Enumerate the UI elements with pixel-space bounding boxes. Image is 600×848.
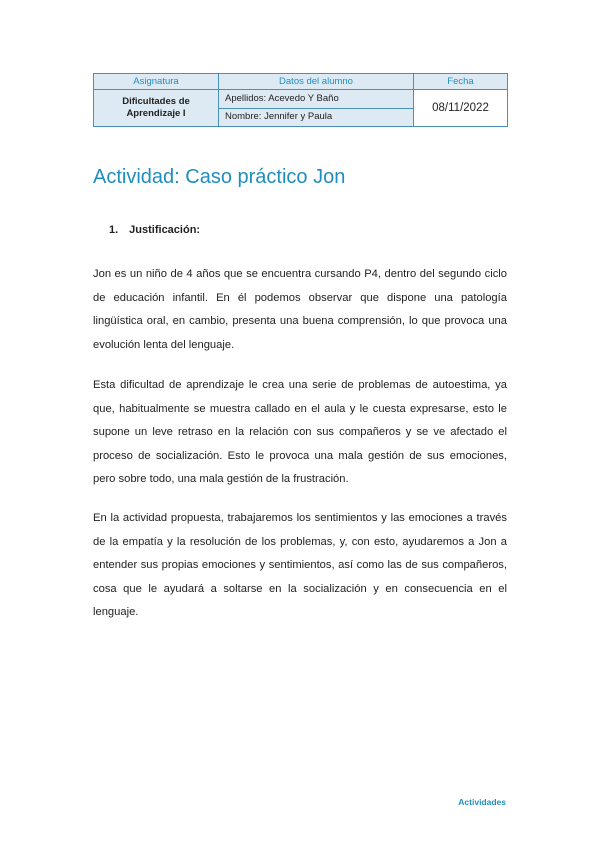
subject-cell	[94, 90, 219, 127]
section-heading-justification: 1. Justificación:	[109, 224, 201, 236]
paragraph-3: En la actividad propuesta, trabajaremos los sentimientos y las emociones a través de la empatía y la resolución de los problemas, y, con esto, ayudaremos a Jon a entender sus propias emociones y sentimientos, así como las de sus compañeros, cosa que le ayudará a soltarse en la socialización y en consecuencia en el lenguaje.	[93, 512, 507, 619]
header-row-titles	[94, 74, 508, 90]
subject-line-2: Aprendizaje I	[126, 108, 186, 119]
student-data-header: Datos del alumno	[219, 74, 414, 90]
name-field: Nombre: Jennifer y Paula	[219, 108, 414, 127]
date-header: Fecha	[414, 74, 508, 90]
subject-header: Asignatura	[94, 74, 219, 90]
subject-line-1: Dificultades de	[122, 96, 190, 108]
header-table	[93, 73, 508, 127]
document-title: Actividad: Caso práctico Jon	[93, 166, 346, 188]
footer-label: Actividades	[458, 797, 506, 807]
surnames-field: Apellidos: Acevedo Y Baño	[219, 90, 414, 109]
paragraph-2: Esta dificultad de aprendizaje le crea una serie de problemas de autoestima, ya que, habitualmente se muestra callado en el aula y le cuesta expresarse, esto le supone un leve retraso en la relación con sus compañeros y se ve afectado el proceso de socialización. Esto le provoca una mala gestión de sus emociones, pero sobre todo, una mala gestión de la frustración.	[93, 379, 507, 486]
date-value: 08/11/2022	[414, 90, 508, 127]
paragraph-1: Jon es un niño de 4 años que se encuentra cursando P4, dentro del segundo ciclo de educación infantil. En él podemos observar que dispone una patología lingüística oral, en cambio, presenta una buena comprensión, lo que provoca una evolución lenta del lenguaje.	[93, 268, 507, 351]
header-row-values-1	[94, 90, 508, 109]
